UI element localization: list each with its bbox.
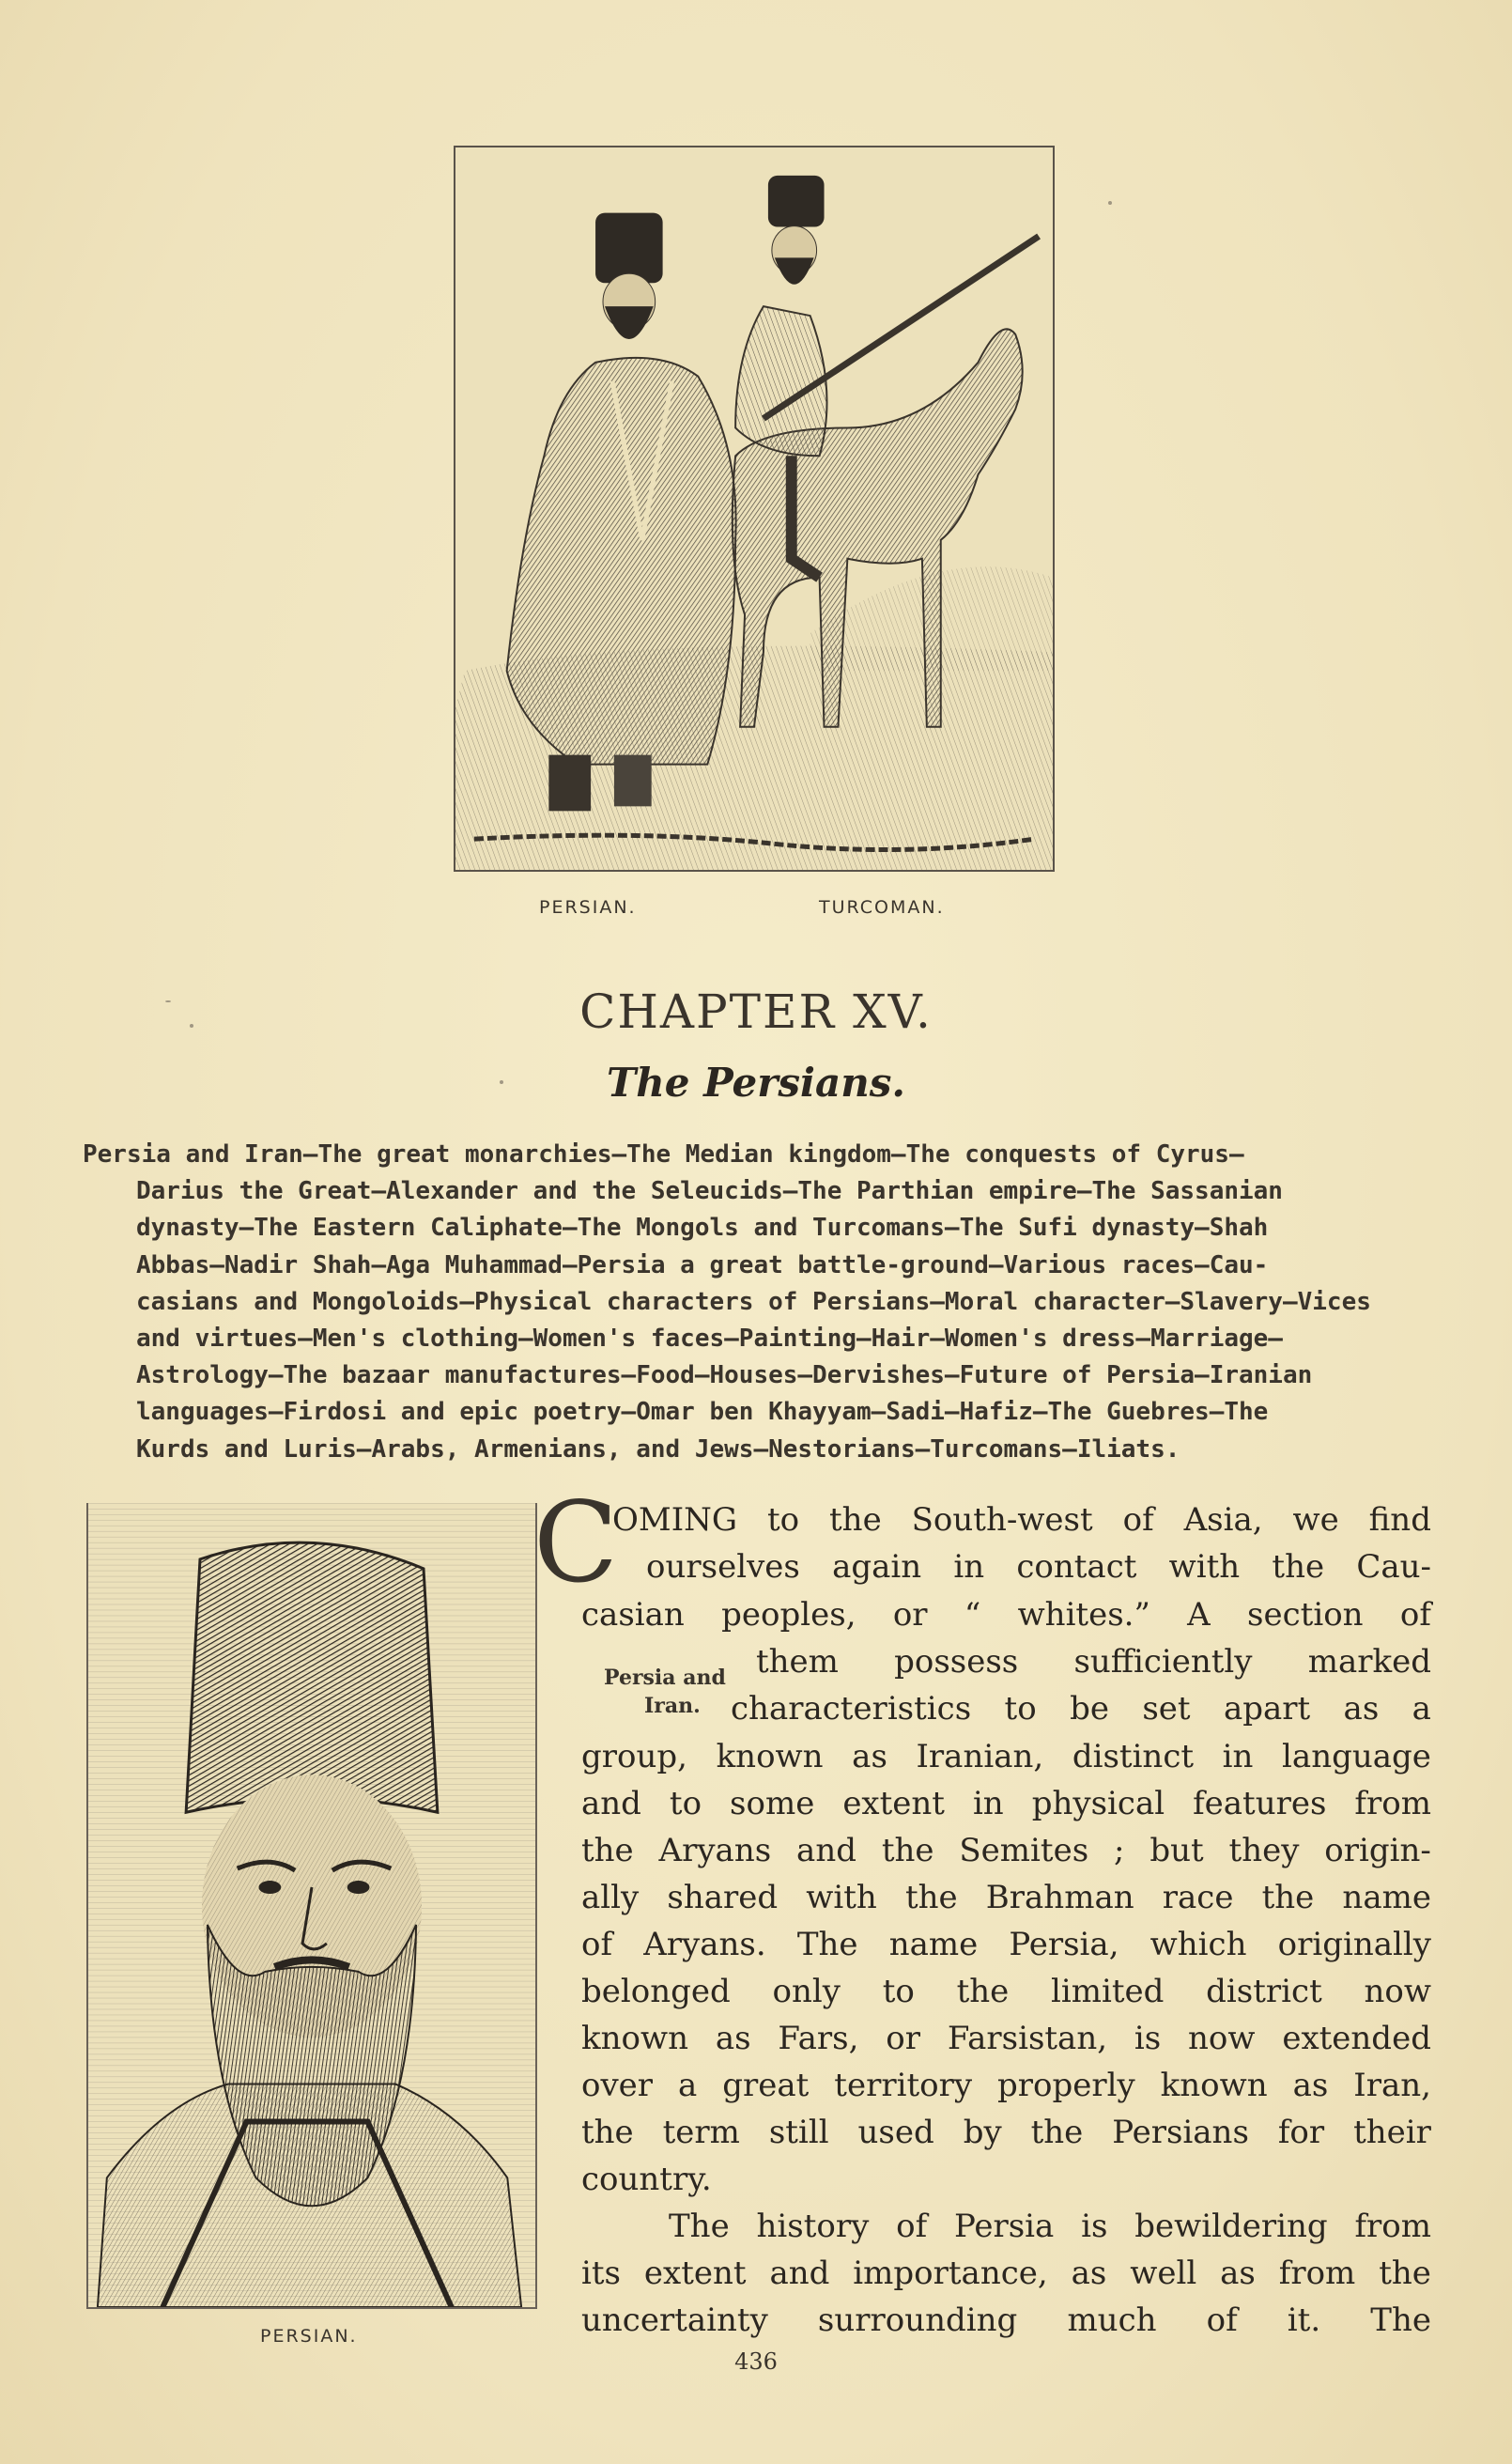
body-word: A: [1187, 1596, 1211, 1634]
body-word: the: [581, 2114, 634, 2151]
persian-turcoman-engraving: [455, 147, 1053, 870]
body-word: of: [1399, 1596, 1431, 1634]
portrait-engraving: [86, 1503, 537, 2309]
body-word: peoples,: [721, 1596, 856, 1634]
body-word: limited: [1051, 1973, 1165, 2010]
synopsis-line: casians and Mongoloids—Physical characters of Persians—Moral character—Slavery—Vices: [136, 1287, 1371, 1316]
synopsis-line: Darius the Great—Alexander and the Seleucids—The Parthian empire—The Sassanian: [136, 1177, 1283, 1206]
body-word: they: [1228, 1832, 1300, 1869]
body-line: [646, 1548, 1431, 1586]
body-word: apart: [1223, 1690, 1311, 1728]
body-word: Aryans.: [643, 1926, 766, 1963]
body-line: [581, 1832, 1431, 1869]
body-word: Cau-: [1356, 1548, 1431, 1586]
body-word: their: [1353, 2114, 1431, 2151]
body-word: territory: [834, 2067, 973, 2104]
body-word: well: [1130, 2255, 1197, 2292]
body-word: Fars,: [778, 2020, 859, 2057]
body-word: in: [953, 1548, 985, 1586]
top-figure-caption-left: PERSIAN.: [539, 897, 637, 918]
body-line: [581, 2067, 1431, 2104]
body-word: known: [716, 1738, 824, 1775]
body-word: to: [882, 1973, 915, 2010]
body-line: [756, 1643, 1431, 1681]
body-word: originally: [1277, 1926, 1431, 1963]
body-line: country.: [581, 2161, 712, 2198]
body-word: is: [1134, 2020, 1162, 2057]
body-word: ourselves: [646, 1548, 800, 1586]
body-word: it.: [1287, 2301, 1321, 2339]
print-speck: [500, 1080, 503, 1084]
body-word: Persians: [1112, 2114, 1249, 2151]
body-word: marked: [1307, 1643, 1431, 1681]
body-word: as: [1220, 2255, 1256, 2292]
body-word: properly: [997, 2067, 1135, 2104]
body-word: origin-: [1324, 1832, 1431, 1869]
body-word: of: [1122, 1501, 1154, 1539]
body-word: as: [852, 1738, 887, 1775]
body-word: in: [972, 1785, 1004, 1822]
body-line: [581, 1785, 1431, 1822]
body-line: [581, 1879, 1431, 1916]
body-word: distinct: [1072, 1738, 1195, 1775]
body-word: extent: [842, 1785, 945, 1822]
synopsis-line: Astrology—The bazaar manufactures—Food—Houses—Dervishes—Future of Persia—Iranian: [136, 1361, 1313, 1390]
body-word: of: [896, 2208, 928, 2245]
body-word: bewildering: [1134, 2208, 1328, 2245]
body-word: find: [1368, 1501, 1431, 1539]
chapter-subtitle: The Persians.: [606, 1060, 906, 1106]
body-word: only: [772, 1973, 841, 2010]
body-line: [612, 1501, 1431, 1539]
body-word: Iranian,: [916, 1738, 1044, 1775]
body-word: as: [1292, 2067, 1329, 2104]
print-speck: [1108, 201, 1112, 205]
top-figure-caption-right: TURCOMAN.: [819, 897, 945, 918]
print-speck: [165, 1000, 171, 1002]
synopsis-line: and virtues—Men's clothing—Women's faces—Painting—Hair—Women's dress—Marriage—: [136, 1324, 1283, 1353]
body-word: in: [1222, 1738, 1254, 1775]
body-word: extended: [1282, 2020, 1431, 2057]
body-word: sufficiently: [1073, 1643, 1253, 1681]
body-word: characteristics: [731, 1690, 972, 1728]
body-word: its: [581, 2255, 621, 2292]
body-word: of: [581, 1926, 613, 1963]
body-word: possess: [894, 1643, 1019, 1681]
body-word: surrounding: [817, 2301, 1018, 2339]
body-word: now: [1364, 1973, 1431, 2010]
body-word: the: [581, 1832, 634, 1869]
body-word: shared: [667, 1879, 779, 1916]
body-word: a: [678, 2067, 698, 2104]
body-line: [581, 1738, 1431, 1775]
body-word: features: [1193, 1785, 1327, 1822]
body-word: section: [1247, 1596, 1364, 1634]
body-word: contact: [1016, 1548, 1137, 1586]
body-word: known: [1160, 2067, 1268, 2104]
body-word: district: [1206, 1973, 1322, 2010]
synopsis-line: languages—Firdosi and epic poetry—Omar ben Khayyam—Sadi—Hafiz—The Guebres—The: [136, 1398, 1269, 1427]
body-word: Brahman: [985, 1879, 1134, 1916]
body-word: to: [669, 1785, 702, 1822]
chapter-synopsis: [83, 1137, 1431, 1468]
body-word: the: [1272, 1548, 1325, 1586]
body-word: for: [1277, 2114, 1325, 2151]
body-line: [581, 1973, 1431, 2010]
body-word: and: [796, 1832, 856, 1869]
body-word: South-west: [911, 1501, 1093, 1539]
body-word: and: [769, 2255, 830, 2292]
body-word: name: [1342, 1879, 1431, 1916]
marginal-note-line: Persia and: [604, 1666, 726, 1690]
body-word: to: [1004, 1690, 1037, 1728]
synopsis-line: Kurds and Luris—Arabs, Armenians, and Jews—Nestorians—Turcomans—Iliats.: [136, 1434, 1180, 1464]
body-word: used: [857, 2114, 934, 2151]
body-word: from: [1278, 2255, 1356, 2292]
chapter-title: CHAPTER XV.: [579, 984, 933, 1039]
body-word: now: [1188, 2020, 1256, 2057]
body-word: the: [956, 1973, 1010, 2010]
body-word: physical: [1031, 1785, 1165, 1822]
body-word: we: [1292, 1501, 1339, 1539]
body-word: be: [1070, 1690, 1109, 1728]
body-word: name: [888, 1926, 979, 1963]
marginal-note-line: Iran.: [644, 1694, 701, 1718]
body-word: again: [832, 1548, 922, 1586]
body-word: from: [1354, 1785, 1431, 1822]
body-word: or: [892, 1596, 928, 1634]
body-word: as: [1071, 2255, 1107, 2292]
body-word: still: [768, 2114, 829, 2151]
body-word: over: [581, 2067, 654, 2104]
body-line: [581, 2020, 1431, 2057]
body-line: [669, 2208, 1431, 2245]
body-word: the: [1261, 1879, 1315, 1916]
body-word: them: [756, 1643, 839, 1681]
body-word: or: [886, 2020, 920, 2057]
body-word: but: [1149, 1832, 1204, 1869]
body-word: the: [1379, 2255, 1431, 2292]
body-line: [731, 1690, 1431, 1728]
body-word: Iran,: [1353, 2067, 1431, 2104]
page-number: 436: [734, 2348, 778, 2375]
body-word: casian: [581, 1596, 685, 1634]
body-word: OMING: [612, 1501, 738, 1539]
body-word: the: [904, 1879, 958, 1916]
body-line: [581, 1596, 1431, 1634]
body-word: Aryans: [658, 1832, 772, 1869]
body-word: the: [829, 1501, 882, 1539]
body-line: [581, 2114, 1431, 2151]
body-word: The: [796, 1926, 858, 1963]
body-word: which: [1149, 1926, 1247, 1963]
body-word: and: [581, 1785, 641, 1822]
body-line: [581, 2255, 1431, 2292]
body-word: great: [722, 2067, 810, 2104]
body-word: extent: [643, 2255, 747, 2292]
body-word: as: [715, 2020, 751, 2057]
portrait-caption: PERSIAN.: [260, 2326, 358, 2347]
body-line: [581, 2301, 1431, 2339]
top-engraving: [454, 146, 1055, 872]
body-word: known: [581, 2020, 688, 2057]
body-word: a: [1412, 1690, 1431, 1728]
body-word: with: [1168, 1548, 1241, 1586]
body-word: Persia,: [1009, 1926, 1119, 1963]
body-word: set: [1142, 1690, 1191, 1728]
body-word: much: [1067, 2301, 1157, 2339]
body-word: belonged: [581, 1973, 731, 2010]
body-word: “: [964, 1596, 981, 1634]
body-word: The: [669, 2208, 730, 2245]
synopsis-line: dynasty—The Eastern Caliphate—The Mongols and Turcomans—The Sufi dynasty—Shah: [136, 1214, 1269, 1243]
body-word: importance,: [853, 2255, 1048, 2292]
body-word: The: [1370, 2301, 1431, 2339]
body-word: is: [1081, 2208, 1108, 2245]
body-word: ally: [581, 1879, 640, 1916]
body-word: term: [662, 2114, 740, 2151]
print-speck: [190, 1024, 193, 1028]
persian-portrait: [88, 1503, 535, 2307]
body-word: race: [1162, 1879, 1234, 1916]
body-word: Asia,: [1183, 1501, 1263, 1539]
body-word: some: [730, 1785, 815, 1822]
body-word: Persia: [953, 2208, 1055, 2245]
body-word: Semites: [959, 1832, 1089, 1869]
body-word: the: [1030, 2114, 1084, 2151]
body-word: ;: [1114, 1832, 1125, 1869]
body-word: of: [1206, 2301, 1238, 2339]
body-word: with: [806, 1879, 877, 1916]
body-word: language: [1282, 1738, 1431, 1775]
body-word: from: [1354, 2208, 1431, 2245]
body-word: to: [766, 1501, 800, 1539]
body-line: [581, 1926, 1431, 1963]
synopsis-line: Abbas—Nadir Shah—Aga Muhammad—Persia a great battle-ground—Various races—Cau-: [136, 1250, 1269, 1279]
body-word: as: [1343, 1690, 1380, 1728]
body-word: by: [963, 2114, 1002, 2151]
body-word: whites.”: [1017, 1596, 1150, 1634]
body-word: Farsistan,: [947, 2020, 1108, 2057]
body-word: group,: [581, 1738, 687, 1775]
drop-cap: C: [533, 1478, 619, 1607]
body-word: history: [756, 2208, 870, 2245]
body-word: uncertainty: [581, 2301, 768, 2339]
body-word: the: [881, 1832, 934, 1869]
synopsis-line: Persia and Iran—The great monarchies—The Median kingdom—The conquests of Cyrus—: [83, 1140, 1244, 1169]
